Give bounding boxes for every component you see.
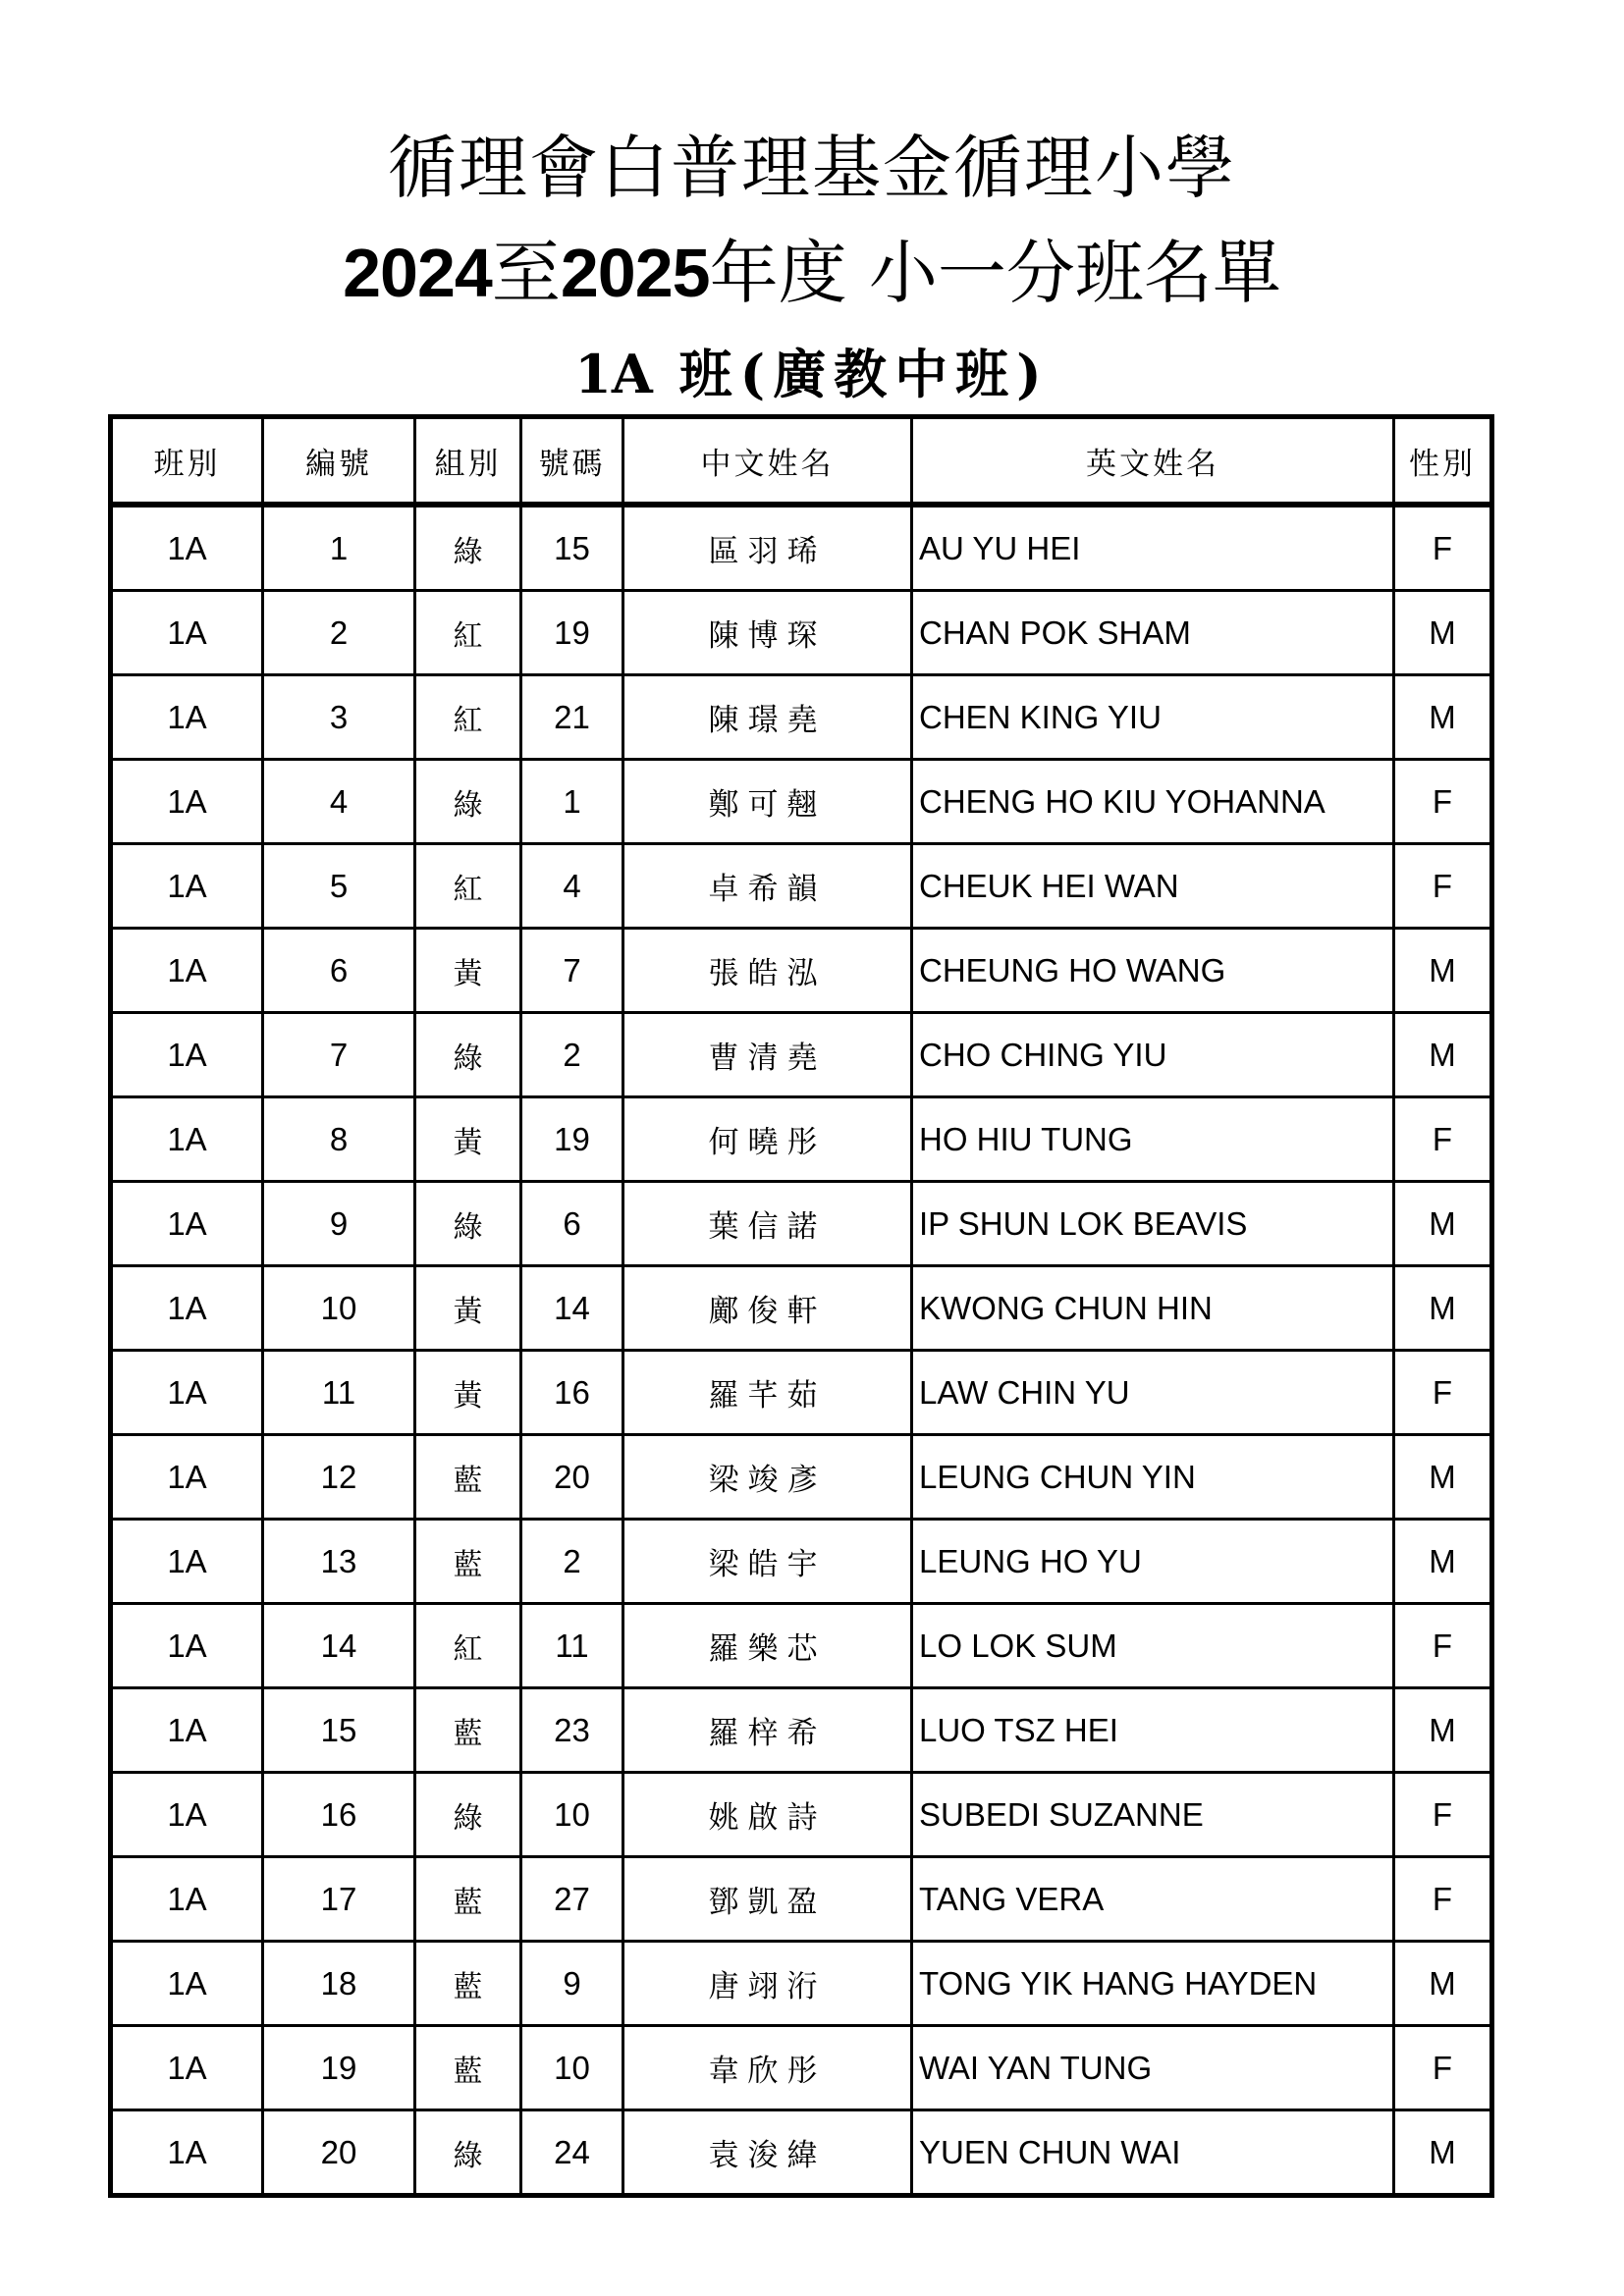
- cell-chinese-name: 張皓泓: [623, 929, 912, 1013]
- cell-chinese-name: 鄭可翹: [623, 760, 912, 844]
- table-row: [111, 2110, 1492, 2196]
- cell-chinese-name: 陳璟堯: [623, 675, 912, 760]
- cell-group: 藍: [415, 1942, 521, 2026]
- cell-number: 21: [521, 675, 623, 760]
- cell-english-name: WAI YAN TUNG: [912, 2026, 1394, 2110]
- cell-serial: 14: [263, 1604, 415, 1688]
- cell-gender: F: [1394, 505, 1492, 591]
- cell-number: 4: [521, 844, 623, 929]
- table-row: [111, 929, 1492, 1013]
- cell-serial: 12: [263, 1435, 415, 1520]
- cell-gender: M: [1394, 1182, 1492, 1266]
- cell-class: 1A: [111, 1604, 263, 1688]
- cell-class: 1A: [111, 1266, 263, 1351]
- cell-group: 黃: [415, 929, 521, 1013]
- cell-class: 1A: [111, 1097, 263, 1182]
- cell-group: 綠: [415, 1182, 521, 1266]
- cell-chinese-name: 姚啟詩: [623, 1773, 912, 1857]
- table-row: [111, 1266, 1492, 1351]
- cell-english-name: LUO TSZ HEI: [912, 1688, 1394, 1773]
- cell-group: 紅: [415, 675, 521, 760]
- cell-gender: F: [1394, 844, 1492, 929]
- cell-serial: 20: [263, 2110, 415, 2196]
- table-row: [111, 1435, 1492, 1520]
- cell-chinese-name: 區羽琋: [623, 505, 912, 591]
- cell-group: 黃: [415, 1351, 521, 1435]
- table-row: [111, 2026, 1492, 2110]
- cell-number: 1: [521, 760, 623, 844]
- cell-gender: F: [1394, 1604, 1492, 1688]
- cell-number: 15: [521, 505, 623, 591]
- cell-chinese-name: 曹清堯: [623, 1013, 912, 1097]
- header-class: 班別: [111, 417, 263, 506]
- table-row: [111, 675, 1492, 760]
- cell-group: 綠: [415, 1013, 521, 1097]
- header-number: 號碼: [521, 417, 623, 506]
- cell-serial: 10: [263, 1266, 415, 1351]
- cell-number: 2: [521, 1520, 623, 1604]
- cell-number: 27: [521, 1857, 623, 1942]
- cell-group: 藍: [415, 1688, 521, 1773]
- header-group: 組別: [415, 417, 521, 506]
- cell-gender: M: [1394, 1520, 1492, 1604]
- cell-number: 19: [521, 1097, 623, 1182]
- cell-serial: 3: [263, 675, 415, 760]
- cell-gender: M: [1394, 1942, 1492, 2026]
- cell-english-name: KWONG CHUN HIN: [912, 1266, 1394, 1351]
- cell-chinese-name: 鄧凱盈: [623, 1857, 912, 1942]
- cell-chinese-name: 陳博琛: [623, 591, 912, 675]
- cell-chinese-name: 何曉彤: [623, 1097, 912, 1182]
- cell-serial: 13: [263, 1520, 415, 1604]
- table-row: [111, 1520, 1492, 1604]
- cell-gender: M: [1394, 1266, 1492, 1351]
- cell-serial: 15: [263, 1688, 415, 1773]
- cell-english-name: CHEUK HEI WAN: [912, 844, 1394, 929]
- cell-english-name: TANG VERA: [912, 1857, 1394, 1942]
- year-to: 至: [491, 233, 561, 313]
- cell-chinese-name: 鄺俊軒: [623, 1266, 912, 1351]
- cell-serial: 17: [263, 1857, 415, 1942]
- cell-class: 1A: [111, 1013, 263, 1097]
- table-row: [111, 1942, 1492, 2026]
- table-row: [111, 1857, 1492, 1942]
- cell-number: 6: [521, 1182, 623, 1266]
- cell-chinese-name: 梁竣彥: [623, 1435, 912, 1520]
- cell-class: 1A: [111, 1773, 263, 1857]
- cell-english-name: CHENG HO KIU YOHANNA: [912, 760, 1394, 844]
- cell-group: 綠: [415, 1773, 521, 1857]
- cell-serial: 9: [263, 1182, 415, 1266]
- cell-serial: 7: [263, 1013, 415, 1097]
- cell-gender: M: [1394, 675, 1492, 760]
- cell-serial: 16: [263, 1773, 415, 1857]
- cell-group: 藍: [415, 1435, 521, 1520]
- cell-chinese-name: 袁浚緯: [623, 2110, 912, 2196]
- cell-gender: M: [1394, 929, 1492, 1013]
- cell-class: 1A: [111, 2026, 263, 2110]
- table-row: [111, 1182, 1492, 1266]
- cell-gender: M: [1394, 1688, 1492, 1773]
- cell-chinese-name: 葉信諾: [623, 1182, 912, 1266]
- cell-gender: F: [1394, 760, 1492, 844]
- cell-serial: 2: [263, 591, 415, 675]
- table-row: [111, 1097, 1492, 1182]
- school-name-title: 循理會白普理基金循理小學: [388, 128, 1236, 208]
- cell-group: 紅: [415, 591, 521, 675]
- cell-class: 1A: [111, 1942, 263, 2026]
- cell-english-name: SUBEDI SUZANNE: [912, 1773, 1394, 1857]
- cell-group: 綠: [415, 2110, 521, 2196]
- cell-serial: 19: [263, 2026, 415, 2110]
- class-list-table: [108, 414, 1494, 2198]
- cell-serial: 8: [263, 1097, 415, 1182]
- table-row: [111, 505, 1492, 591]
- cell-english-name: IP SHUN LOK BEAVIS: [912, 1182, 1394, 1266]
- cell-class: 1A: [111, 1351, 263, 1435]
- cell-chinese-name: 梁皓宇: [623, 1520, 912, 1604]
- table-row: [111, 1773, 1492, 1857]
- class-label: 班(廣教中班): [652, 343, 1050, 405]
- table-row: [111, 1351, 1492, 1435]
- header-gender: 性別: [1394, 417, 1492, 506]
- cell-english-name: LO LOK SUM: [912, 1604, 1394, 1688]
- cell-number: 14: [521, 1266, 623, 1351]
- cell-number: 11: [521, 1604, 623, 1688]
- cell-class: 1A: [111, 675, 263, 760]
- table-row: [111, 591, 1492, 675]
- cell-number: 19: [521, 591, 623, 675]
- table-row: [111, 760, 1492, 844]
- cell-english-name: HO HIU TUNG: [912, 1097, 1394, 1182]
- cell-gender: M: [1394, 591, 1492, 675]
- class-title: [0, 340, 1624, 408]
- table-row: [111, 1604, 1492, 1688]
- cell-group: 綠: [415, 760, 521, 844]
- header-serial: 編號: [263, 417, 415, 506]
- cell-chinese-name: 羅梓希: [623, 1688, 912, 1773]
- cell-class: 1A: [111, 1520, 263, 1604]
- cell-number: 9: [521, 1942, 623, 2026]
- cell-group: 藍: [415, 2026, 521, 2110]
- header-chinese-name: 中文姓名: [623, 417, 912, 506]
- cell-gender: F: [1394, 1097, 1492, 1182]
- year-end: 2025: [560, 235, 710, 311]
- cell-chinese-name: 卓希韻: [623, 844, 912, 929]
- cell-english-name: LEUNG CHUN YIN: [912, 1435, 1394, 1520]
- cell-gender: F: [1394, 1351, 1492, 1435]
- cell-english-name: CHO CHING YIU: [912, 1013, 1394, 1097]
- cell-class: 1A: [111, 1857, 263, 1942]
- cell-english-name: LAW CHIN YU: [912, 1351, 1394, 1435]
- cell-class: 1A: [111, 1688, 263, 1773]
- year-title: [0, 231, 1624, 315]
- cell-group: 紅: [415, 844, 521, 929]
- cell-english-name: LEUNG HO YU: [912, 1520, 1394, 1604]
- cell-group: 黃: [415, 1097, 521, 1182]
- list-title: 年度 小一分班名單: [709, 233, 1281, 313]
- cell-class: 1A: [111, 844, 263, 929]
- cell-group: 綠: [415, 505, 521, 591]
- cell-number: 2: [521, 1013, 623, 1097]
- cell-number: 24: [521, 2110, 623, 2196]
- cell-english-name: AU YU HEI: [912, 505, 1394, 591]
- table-row: [111, 844, 1492, 929]
- cell-chinese-name: 唐翊洐: [623, 1942, 912, 2026]
- cell-group: 紅: [415, 1604, 521, 1688]
- cell-gender: M: [1394, 2110, 1492, 2196]
- cell-serial: 1: [263, 505, 415, 591]
- cell-class: 1A: [111, 2110, 263, 2196]
- cell-gender: F: [1394, 1857, 1492, 1942]
- cell-class: 1A: [111, 1182, 263, 1266]
- cell-serial: 6: [263, 929, 415, 1013]
- cell-gender: F: [1394, 2026, 1492, 2110]
- cell-number: 7: [521, 929, 623, 1013]
- table-row: [111, 1013, 1492, 1097]
- cell-number: 20: [521, 1435, 623, 1520]
- cell-class: 1A: [111, 929, 263, 1013]
- cell-class: 1A: [111, 1435, 263, 1520]
- cell-class: 1A: [111, 760, 263, 844]
- header-english-name: 英文姓名: [912, 417, 1394, 506]
- cell-gender: F: [1394, 1773, 1492, 1857]
- cell-group: 藍: [415, 1857, 521, 1942]
- cell-serial: 4: [263, 760, 415, 844]
- year-start: 2024: [343, 235, 492, 311]
- cell-english-name: YUEN CHUN WAI: [912, 2110, 1394, 2196]
- table-row: [111, 1688, 1492, 1773]
- cell-number: 10: [521, 2026, 623, 2110]
- cell-english-name: TONG YIK HANG HAYDEN: [912, 1942, 1394, 2026]
- cell-serial: 11: [263, 1351, 415, 1435]
- table-header-row: [111, 417, 1492, 506]
- cell-gender: M: [1394, 1013, 1492, 1097]
- cell-class: 1A: [111, 505, 263, 591]
- cell-english-name: CHEN KING YIU: [912, 675, 1394, 760]
- cell-english-name: CHEUNG HO WANG: [912, 929, 1394, 1013]
- cell-number: 16: [521, 1351, 623, 1435]
- cell-serial: 18: [263, 1942, 415, 2026]
- class-code: 1A: [574, 343, 653, 405]
- cell-english-name: CHAN POK SHAM: [912, 591, 1394, 675]
- cell-number: 10: [521, 1773, 623, 1857]
- cell-number: 23: [521, 1688, 623, 1773]
- cell-group: 黃: [415, 1266, 521, 1351]
- cell-chinese-name: 羅芊茹: [623, 1351, 912, 1435]
- cell-gender: M: [1394, 1435, 1492, 1520]
- cell-group: 藍: [415, 1520, 521, 1604]
- cell-serial: 5: [263, 844, 415, 929]
- cell-class: 1A: [111, 591, 263, 675]
- cell-chinese-name: 韋欣彤: [623, 2026, 912, 2110]
- cell-chinese-name: 羅樂芯: [623, 1604, 912, 1688]
